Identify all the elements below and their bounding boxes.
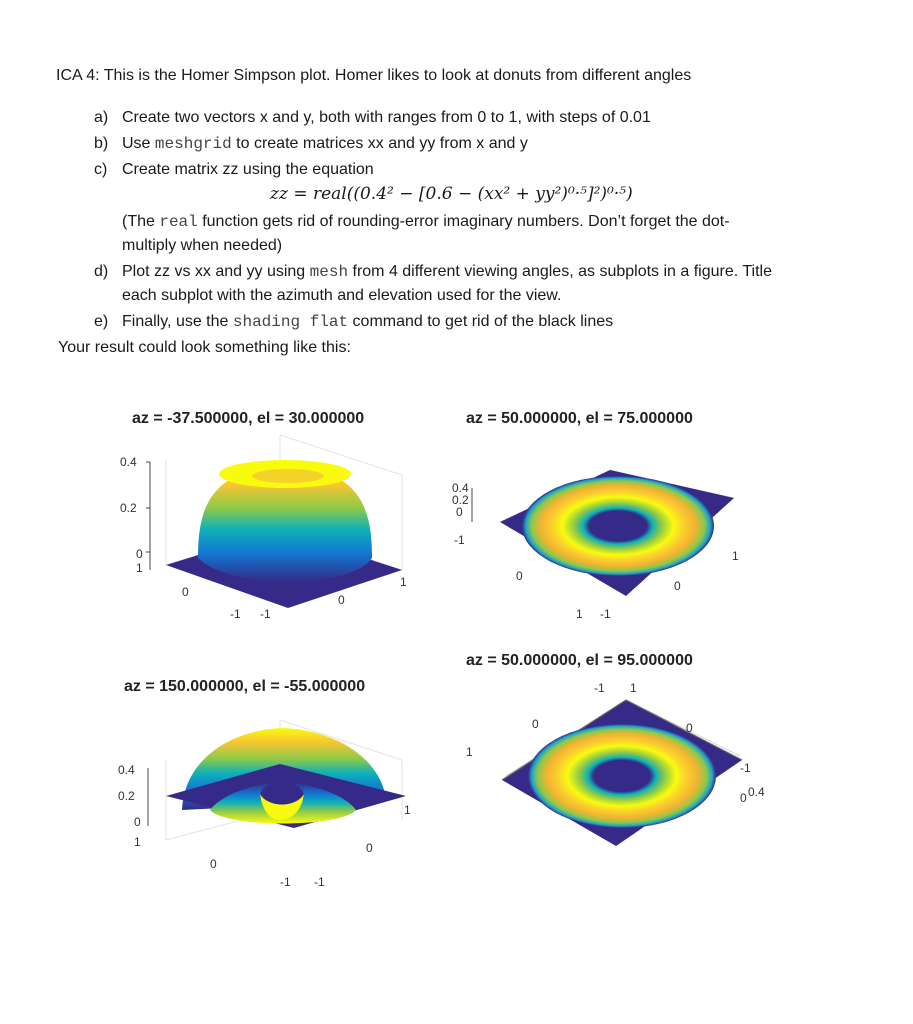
plot4-tick-l1: 1 (466, 745, 473, 759)
plot3-tick-z02: 0.2 (118, 789, 135, 803)
item-a-marker: a) (94, 109, 109, 126)
plot3-tick-z04: 0.4 (118, 763, 135, 777)
plot4-tick-r0: 0 (686, 721, 693, 735)
page-heading: ICA 4: This is the Homer Simpson plot. Homer likes to look at donuts from different angles (56, 67, 692, 84)
item-d-text: Plot zz vs xx and yy using mesh from 4 different viewing angles, as subplots in a figure. Title (122, 263, 772, 281)
item-d-line2: each subplot with the azimuth and elevation used for the view. (122, 287, 562, 304)
plot2-tick-a0: 0 (516, 569, 523, 583)
plot4-tick-rm1: -1 (740, 761, 751, 775)
plot1-tick-b0: 0 (338, 593, 345, 607)
plot3-tick-b0: 0 (366, 841, 373, 855)
plot4-title: az = 50.000000, el = 95.000000 (466, 652, 693, 669)
item-a-text: Create two vectors x and y, both with ranges from 0 to 1, with steps of 0.01 (122, 109, 651, 126)
note-line2: multiply when needed) (122, 237, 283, 254)
item-e-marker: e) (94, 313, 109, 330)
item-b-text: Use meshgrid to create matrices xx and yy from x and y (122, 135, 528, 153)
equation: zz = real((0.4² − [0.6 − (xx² + yy²)⁰·⁵]²)⁰·⁵) (270, 184, 633, 204)
plot1-tick-am1: -1 (230, 607, 241, 621)
plot1-tick-b1: 1 (400, 575, 407, 589)
code-shading-flat: shading flat (232, 313, 349, 331)
item-b-marker: b) (94, 135, 109, 152)
plot2-axes (440, 440, 770, 640)
plot3-tick-am1: -1 (280, 875, 291, 889)
plot4-tick-tm1: -1 (594, 681, 605, 695)
plot3-tick-b1: 1 (404, 803, 411, 817)
plot3-title: az = 150.000000, el = -55.000000 (124, 678, 366, 695)
item-c-marker: c) (94, 161, 108, 178)
item-e-text: Finally, use the shading flat command to get rid of the black lines (122, 313, 614, 331)
plot1-tick-a0: 0 (182, 585, 189, 599)
plot3-tick-a1: 1 (134, 835, 141, 849)
result-intro: Your result could look something like this: (58, 339, 351, 356)
plot1-tick-z0: 0 (136, 547, 143, 561)
plot2-tick-c1: 1 (732, 549, 739, 563)
plot4-tick-r0z: 0 (740, 791, 747, 805)
plot4-axes (440, 676, 770, 866)
item-c-text: Create matrix zz using the equation (122, 161, 374, 178)
plot2-tick-z02: 0.2 (452, 493, 469, 507)
plot2-tick-b0: 0 (674, 579, 681, 593)
plot2-tick-z0: 0 (456, 505, 463, 519)
plot2-tick-bm1: -1 (600, 607, 611, 621)
plot1-title: az = -37.500000, el = 30.000000 (132, 410, 365, 427)
code-real: real (159, 213, 198, 231)
code-mesh: mesh (309, 263, 349, 281)
item-d-marker: d) (94, 263, 109, 280)
plot3-tick-z0: 0 (134, 815, 141, 829)
plot1-tick-z04: 0.4 (120, 455, 137, 469)
plot3-axes (110, 700, 440, 900)
plot2-tick-am1: -1 (454, 533, 465, 547)
plot1-tick-z02: 0.2 (120, 501, 137, 515)
plot1-tick-a1: 1 (136, 561, 143, 575)
plot3-tick-bm1: -1 (314, 875, 325, 889)
plot4-tick-r04: 0.4 (748, 785, 765, 799)
plot4-tick-l0: 0 (532, 717, 539, 731)
note-line1: (The real function gets rid of rounding-error imaginary numbers. Don’t forget the dot- (122, 213, 730, 231)
plot1-tick-bm1: -1 (260, 607, 271, 621)
plot4-tick-t1: 1 (630, 681, 637, 695)
code-meshgrid: meshgrid (154, 135, 232, 153)
plot2-title: az = 50.000000, el = 75.000000 (466, 410, 693, 427)
plot2-tick-a1: 1 (576, 607, 583, 621)
plot1-axes (110, 440, 440, 670)
plot3-tick-a0: 0 (210, 857, 217, 871)
plot2-tick-z04: 0.4 (452, 481, 469, 495)
